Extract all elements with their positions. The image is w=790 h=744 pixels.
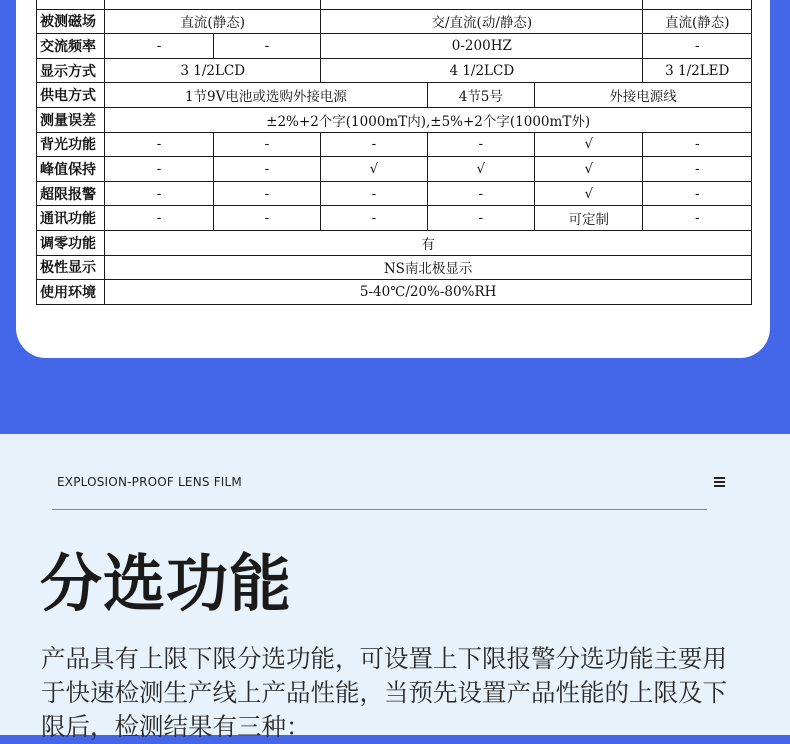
spec-table xyxy=(36,0,752,305)
row-label: 供电方式 xyxy=(37,83,105,108)
table-cell: 3 1/2LCD xyxy=(105,58,321,83)
table-row xyxy=(37,0,752,9)
table-row xyxy=(37,58,752,83)
table-cell: - xyxy=(105,157,213,182)
row-label: 超限报警 xyxy=(37,181,105,206)
table-cell: 4节5号 xyxy=(427,83,534,108)
table-row xyxy=(37,132,752,157)
table-cell: - xyxy=(427,181,534,206)
row-label: 被测磁场 xyxy=(37,9,105,34)
row-label: 显示方式 xyxy=(37,58,105,83)
table-cell: 外接电源线 xyxy=(535,83,752,108)
row-label: 通讯功能 xyxy=(37,206,105,231)
table-cell: 4 1/2LCD xyxy=(321,58,643,83)
table-cell: - xyxy=(213,157,320,182)
table-cell: 直流(静态) xyxy=(105,9,321,34)
table-cell: 0-200HZ xyxy=(321,34,643,59)
table-cell: ±2%+2个字(1000mT内),±5%+2个字(1000mT外) xyxy=(105,107,752,132)
table-row xyxy=(37,157,752,182)
table-cell: √ xyxy=(427,157,534,182)
table-row xyxy=(37,34,752,59)
table-cell: 直流(静态) xyxy=(643,9,752,34)
feature-section xyxy=(0,434,790,741)
row-label: 极性显示 xyxy=(37,255,105,280)
table-cell: - xyxy=(213,181,320,206)
table-cell: - xyxy=(643,206,752,231)
table-row xyxy=(37,230,752,255)
table-cell: - xyxy=(105,132,213,157)
table-row xyxy=(37,280,752,305)
table-cell: 可定制 xyxy=(535,206,643,231)
table-cell: - xyxy=(643,132,752,157)
table-cell xyxy=(37,0,105,9)
table-cell: - xyxy=(643,157,752,182)
table-row xyxy=(37,9,752,34)
table-cell: 1节9V电池或选购外接电源 xyxy=(105,83,427,108)
row-label: 调零功能 xyxy=(37,230,105,255)
table-row xyxy=(37,107,752,132)
table-cell: √ xyxy=(535,181,643,206)
table-cell: 有 xyxy=(105,230,752,255)
divider xyxy=(52,509,707,510)
table-cell: √ xyxy=(535,157,643,182)
table-cell xyxy=(105,0,321,9)
table-cell: - xyxy=(643,181,752,206)
table-cell: - xyxy=(105,181,213,206)
table-row xyxy=(37,255,752,280)
table-cell: - xyxy=(213,206,320,231)
table-cell: √ xyxy=(321,157,427,182)
table-cell: - xyxy=(321,181,427,206)
table-row xyxy=(37,181,752,206)
row-label: 峰值保持 xyxy=(37,157,105,182)
table-cell: - xyxy=(213,132,320,157)
table-cell: - xyxy=(213,34,320,59)
row-label: 使用环境 xyxy=(37,280,105,305)
table-cell: - xyxy=(321,206,427,231)
table-cell: - xyxy=(427,132,534,157)
section-body: 产品具有上限下限分选功能，可设置上下限报警分选功能主要用于快速检测生产线上产品性能，当预先设置产品性能的上限及下限后，检测结果有三种： xyxy=(41,644,727,741)
row-label: 交流频率 xyxy=(37,34,105,59)
menu-icon[interactable] xyxy=(714,477,725,487)
row-label: 测量误差 xyxy=(37,107,105,132)
table-cell: 5-40℃/20%-80%RH xyxy=(105,280,752,305)
section-title: 分选功能 xyxy=(40,547,293,620)
table-cell xyxy=(321,0,643,9)
table-cell: - xyxy=(105,34,213,59)
table-cell: 3 1/2LED xyxy=(643,58,752,83)
table-cell: 交/直流(动/静态) xyxy=(321,9,643,34)
section-tag: EXPLOSION-PROOF LENS FILM xyxy=(57,475,242,489)
table-cell: - xyxy=(427,206,534,231)
table-cell: - xyxy=(643,34,752,59)
table-cell: NS南北极显示 xyxy=(105,255,752,280)
table-cell xyxy=(643,0,752,9)
table-cell: √ xyxy=(535,132,643,157)
table-cell: - xyxy=(321,132,427,157)
table-row xyxy=(37,83,752,108)
table-row xyxy=(37,206,752,231)
row-label: 背光功能 xyxy=(37,132,105,157)
table-cell: - xyxy=(105,206,213,231)
